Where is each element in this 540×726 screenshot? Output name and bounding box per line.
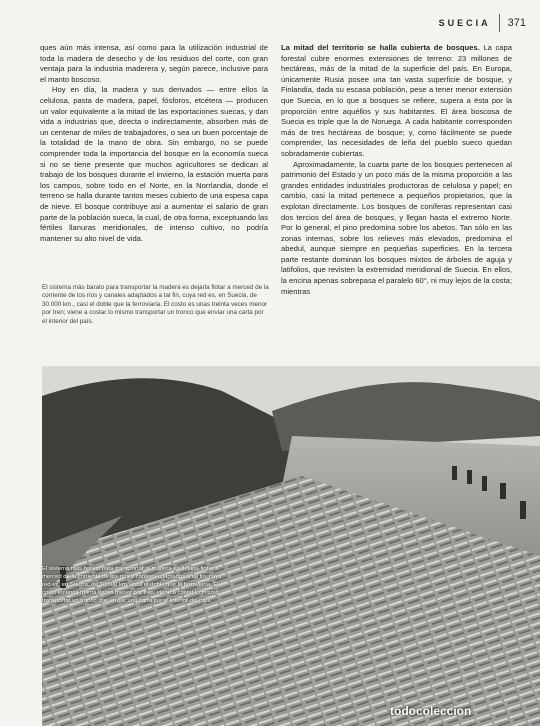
right-paragraph-1: La capa forestal cubre enormes extensiones de terreno: 23 millones de hectáreas, más de la mitad de la superficie del país. En Europa, únicamente Rusia posee una tan vasta superficie de bosque, y Finlandia, dada su escasa población, pese a tener menor extensión que Suecia, en lo que a bosques se refiere, supera a ésta por la proporción entre aquéllos y sus habitantes. El área boscosa de Suecia es triple que la de Noruega. A cada habitante corresponden más de tres hectáreas de bosque; y, como fácilmente se puede comprender, las necesidades de leña del pueblo sueco quedan sobradamente cubiertas. bbox=[281, 43, 512, 158]
right-paragraph-2: Aproximadamente, la cuarta parte de los bosques pertenecen al patrimonio del Estado y un poco más de la misma proporción a las grandes entidades industriales productoras de celulosa y papel; en cambio, casi la mitad pertenece a pequeños propietarios, que la explotan directamente. Los bosques de coníferas representan casi dos tercios del área de bosques, y llegan hasta el extremo Norte. Por lo general, el pino predomina sobre los abetos. Tan sólo en las zonas internas, sobre los relieves más elevados, predomina el abedul, aunque siempre en pequeñas superficies. En la tercera parte restante dominan los bosques mixtos de árboles de aguja y latifolios, que revisten la extremidad meridional de Suecia. En ellos, la encina apenas sobrepasa el paralelo 60°, ni muy lejos de la costa; mientras bbox=[281, 159, 512, 296]
section-heading: La mitad del territorio se halla cubierta de bosques. bbox=[281, 43, 480, 52]
left-paragraph-2: Hoy en día, la madera y sus derivados — entre ellos la celulosa, pasta de madera, papel, fósforos, etcétera — producen un valor equivalente a la mitad de las exportaciones suecas, y dan vida a industrias que, directa o indirectamente, absorben más de un centenar de miles de trabajadores, o sea un buen porcentaje de la totalidad de la mano de obra. Sin embargo, no se puede comprender toda la importancia del bosque en la economía sueca si no se tiene presente que muchos agricultores se dedican al trabajo de los bosques durante el invierno, la estación muerta para los campos, sobre todo en el Norte, en la Norrlandia, donde el terreno se halla durante tantos meses cubierto de una espesa capa de nieve. El bosque contribuye así a aumentar el salario de gran parte de la población sueca, la cual, de otra forma, exceptuando las fértiles llanuras meridionales, de intenso cultivo, no podría mantener su alto nivel de vida. bbox=[40, 85, 268, 243]
left-text-column bbox=[40, 43, 268, 244]
section-title: SUECIA bbox=[438, 18, 491, 28]
photo-caption bbox=[42, 565, 222, 605]
page-number: 371 bbox=[507, 17, 526, 29]
top-caption-text: El sistema más barato para transportar la madera es dejarla flotar a merced de la corriente de los ríos y canales adaptados a tal fin, cuya red es, en Suecia, de 30.000 km., casi el doble que la ferroviaria. El costo es unas treinta veces menor por tren; viene a costar lo mismo transportar un tronco que enviar una carta por el interior del país. bbox=[42, 284, 269, 325]
page-header bbox=[439, 14, 526, 32]
photo-caption-text: El sistema más barato para transportar la madera es dejarla flotar a merced de la corriente de los ríos y canales adaptados a tal fin, cuya red es, en Suecia, de 30.000 km., casi el doble que la ferroviaria. El costo es unas treinta veces menor por tren; viene a costar lo mismo transportar un tronco que enviar una carta por el interior del país. bbox=[42, 566, 222, 604]
left-paragraph-1: ques aún más intensa, así como para la utilización industrial de toda la madera de desecho y de los residuos del corte, con gran ventaja para la industria maderera y, según parece, inclusive para el manto boscoso. bbox=[40, 43, 268, 84]
right-text-column bbox=[281, 43, 512, 297]
watermark: todocoleccion bbox=[390, 704, 472, 718]
header-divider bbox=[499, 14, 500, 32]
log-river-photo bbox=[42, 366, 540, 726]
top-caption bbox=[42, 284, 270, 326]
